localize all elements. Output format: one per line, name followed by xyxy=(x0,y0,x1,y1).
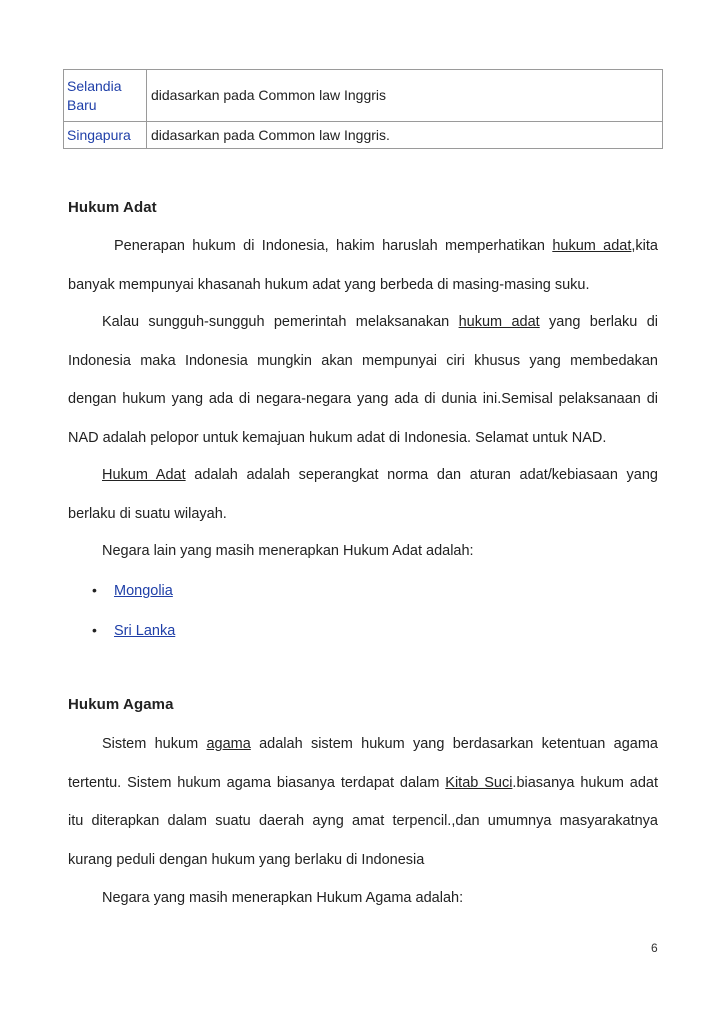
table-row xyxy=(64,70,663,122)
section-heading-hukum-adat: Hukum Adat xyxy=(68,199,157,216)
paragraph-text: yang berlaku di Indonesia maka Indonesia mungkin akan mempunyai ciri khusus yang membedakan dengan hukum yang ada di negara-negara yang ada di dunia ini.Semisal pelaksanaan di NAD adalah pelopor untuk kemajuan hukum adat di Indonesia. Selamat untuk NAD. xyxy=(68,314,658,446)
paragraph: Negara lain yang masih menerapkan Hukum Adat adalah: xyxy=(102,543,474,559)
list-item xyxy=(92,620,175,641)
country-link[interactable]: Mongolia xyxy=(114,583,173,599)
paragraph-text: adalah adalah seperangkat norma dan aturan adat/kebiasaan yang berlaku di suatu wilayah. xyxy=(68,467,658,522)
agama-link[interactable]: agama xyxy=(206,736,251,752)
paragraph-text: ,kita banyak mempunyai khasanah hukum adat yang berbeda di masing-masing suku. xyxy=(68,238,658,293)
country-link[interactable]: Sri Lanka xyxy=(114,623,176,639)
paragraph-text: Penerapan hukum di Indonesia, hakim haruslah memperhatikan xyxy=(114,238,553,254)
hukum-adat-link[interactable]: Hukum Adat xyxy=(102,467,186,483)
paragraph xyxy=(68,303,658,457)
paragraph: Negara yang masih menerapkan Hukum Agama adalah: xyxy=(102,890,464,906)
paragraph xyxy=(68,227,658,304)
paragraph-text: Sistem hukum xyxy=(102,736,207,752)
paragraph-text: .biasanya hukum adat itu diterapkan dalam suatu daerah ayng amat terpencil.,dan umumnya masyarakatnya kurang peduli dengan hukum yang berlaku di Indonesia xyxy=(68,774,658,868)
hukum-adat-link[interactable]: hukum adat xyxy=(552,238,632,254)
paragraph xyxy=(68,456,658,533)
kitab-suci-link[interactable]: Kitab Suci xyxy=(445,774,513,791)
description-cell: didasarkan pada Common law Inggris. xyxy=(147,122,663,149)
paragraph xyxy=(68,725,658,879)
bullet-icon: • xyxy=(92,582,97,598)
table-row xyxy=(64,122,663,149)
country-link[interactable]: Singapura xyxy=(67,126,131,143)
country-cell xyxy=(64,122,147,149)
description-cell: didasarkan pada Common law Inggris xyxy=(147,70,663,122)
list-item xyxy=(92,580,173,601)
paragraph-text: adalah sistem hukum yang berdasarkan ketentuan agama tertentu. Sistem hukum agama biasanya terdapat dalam xyxy=(68,736,658,791)
legal-systems-table xyxy=(63,69,663,149)
paragraph-text: Kalau sungguh-sungguh pemerintah melaksanakan xyxy=(102,314,459,330)
hukum-adat-link[interactable]: hukum adat xyxy=(458,314,540,330)
bullet-icon: • xyxy=(92,622,97,638)
country-cell xyxy=(64,70,147,122)
page-number: 6 xyxy=(651,941,658,955)
country-link[interactable]: Selandia Baru xyxy=(67,77,122,113)
section-heading-hukum-agama: Hukum Agama xyxy=(68,696,174,713)
